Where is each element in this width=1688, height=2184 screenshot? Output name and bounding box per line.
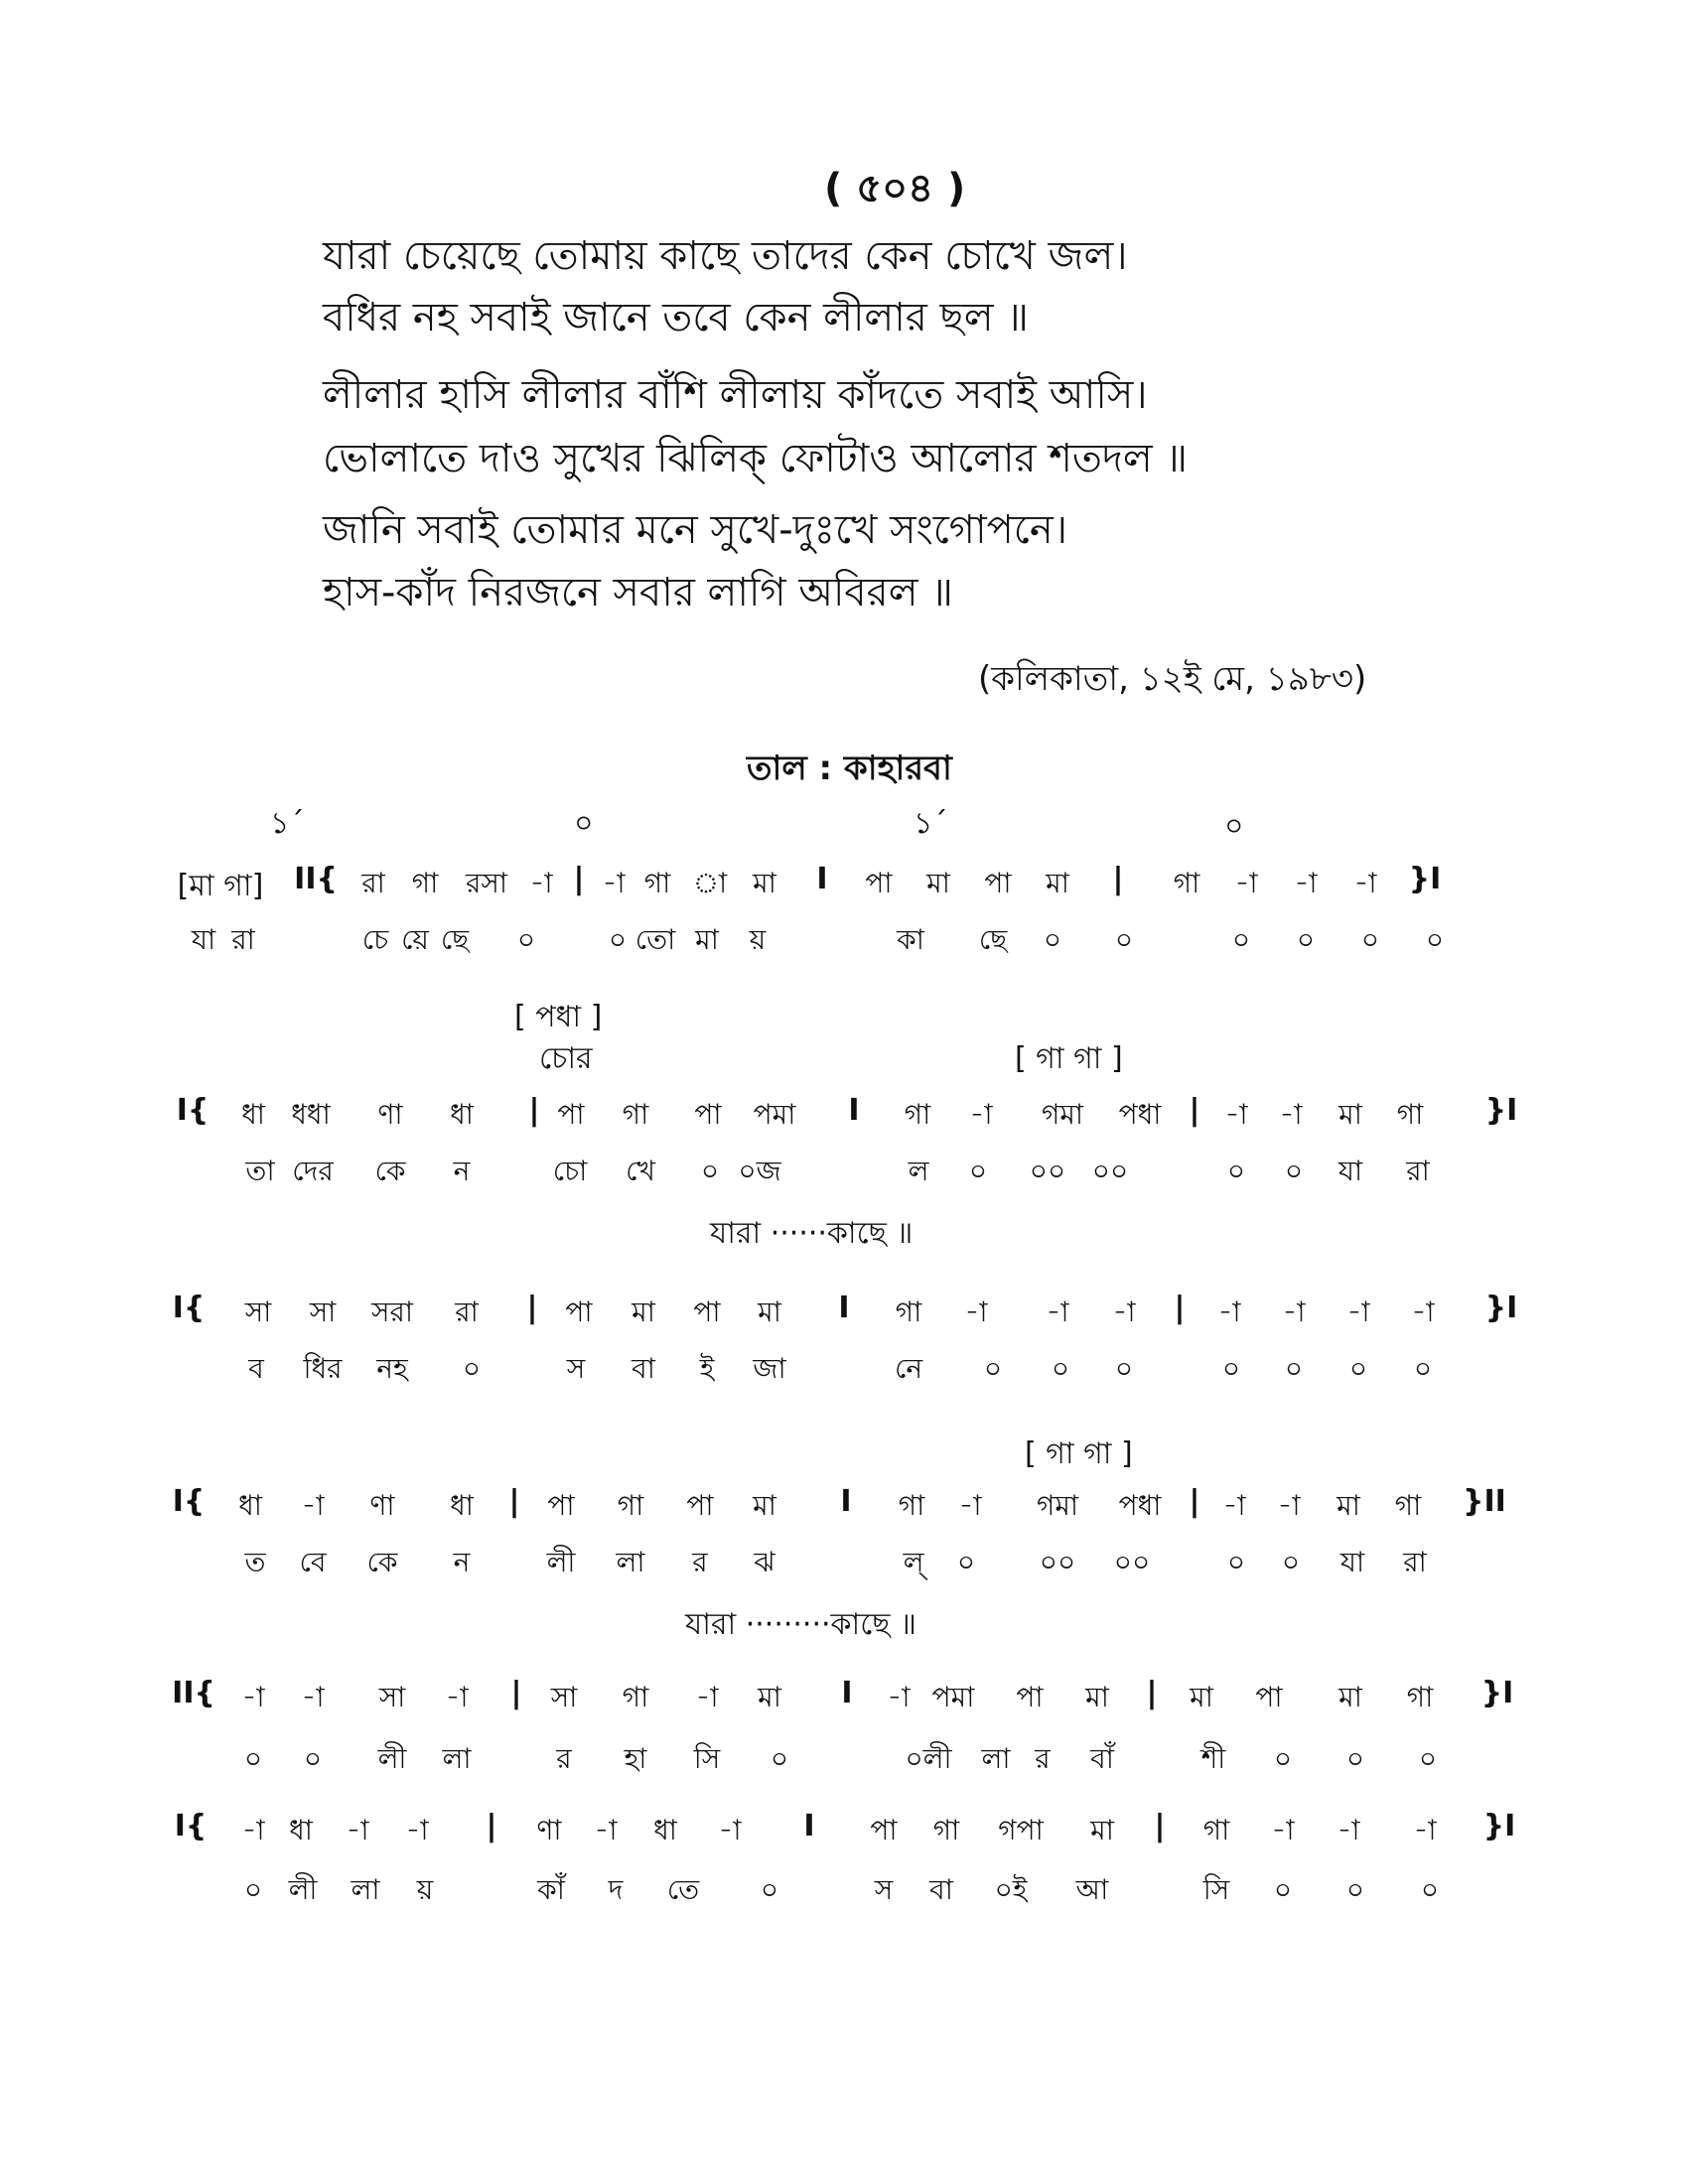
swara-token: মা [1085,1681,1109,1713]
lyric-syllable: ০ [1273,1873,1293,1906]
lyric-syllable: খে [626,1155,655,1187]
swara-token: ধা [450,1489,474,1522]
swara-token: -া [241,1681,265,1713]
swara-token: পধা [1118,1098,1162,1131]
swara-token: ধা [241,1098,265,1131]
notation-row-6-swara [0,1809,1688,1854]
swara-token: [মা গা] [177,869,264,903]
swara-token: মা [753,867,776,899]
swara-token: -া [301,1681,325,1713]
lyric-syllable: জা [753,1352,786,1385]
swara-token: | [1189,1093,1200,1128]
lyric-syllable: রা [231,923,255,956]
lyric-syllable: ০ [1425,923,1445,956]
swara-token: পমা [753,1098,796,1131]
lyric-syllable: র [692,1546,708,1578]
swara-token: | [528,1093,540,1128]
swara-token: | [526,1291,538,1325]
swara-token: I [840,1484,852,1519]
swara-token: | [573,862,585,896]
lyric-syllable: ০ [608,923,628,956]
tala-mark-2: ০ [574,806,594,841]
swara-token: ধা [653,1814,677,1846]
lyric-syllable: ০ [1345,1873,1365,1906]
swara-token: ণা [369,1489,395,1522]
lyric-syllable: ই [699,1352,715,1385]
swara-token: গপা [998,1814,1044,1846]
lyric-syllable: ০জ [738,1155,781,1187]
swara-token: মা [1336,1489,1360,1522]
lyric-syllable: ০ [1296,923,1316,956]
variant-lyric: চোর [539,1041,593,1076]
lyric-syllable: কা [897,923,924,956]
lyric-syllable: ০ [303,1742,323,1775]
lyric-syllable: লা [981,1742,1011,1775]
tala-mark-4: ০ [1224,809,1244,844]
swara-token: | [1189,1484,1200,1519]
place-date: (কলিকাতা, ১২ই মে, ১৯৮৩) [978,659,1367,699]
return-cue: যারা ······কাছে ॥ [710,1216,914,1251]
swara-token: পমা [931,1681,975,1713]
lyric-syllable: তে [666,1873,700,1906]
lyric-syllable: ০ [1360,923,1380,956]
swara-token: -া [1277,1489,1301,1522]
notation-row-3-lyric [0,1347,1688,1393]
swara-token: পা [870,1814,898,1846]
lyric-syllable: ০ [1348,1352,1368,1385]
lyric-line-2: বধির নহ সবাই জানে তবে কেন লীলার ছল ॥ [323,295,1029,341]
lyric-syllable: বাঁ [1090,1742,1114,1775]
swara-token: গা [898,1489,925,1522]
lyric-line-1: যারা চেয়েছে তোমায় কাছে তাদের কেন চোখে জল। [323,233,1128,279]
lyric-syllable: নে [894,1352,923,1385]
lyric-syllable: রা [1406,1155,1430,1187]
swara-token: ধধা [291,1098,331,1131]
swara-token: গা [1406,1681,1434,1713]
swara-token: মা [758,1681,781,1713]
lyric-syllable: স [566,1352,586,1385]
swara-token: গা [643,867,671,899]
swara-token: -া [1224,1098,1248,1131]
lyric-syllable: স [874,1873,894,1906]
swara-token: -া [969,1098,993,1131]
lyric-syllable: ০ [1114,923,1134,956]
lyric-syllable: ০ [1284,1155,1304,1187]
lyric-syllable: ০ [1345,1742,1365,1775]
swara-token: পধা [1118,1489,1162,1522]
tala-mark-3: ১´ [914,806,948,841]
lyric-syllable: ০ [1043,923,1062,956]
lyric-syllable: নহ [376,1352,408,1385]
swara-token: মা [758,1296,781,1328]
swara-token: -া [1279,1098,1303,1131]
lyric-syllable: ০০ [1091,1155,1129,1187]
swara-token: I [816,862,828,896]
swara-token: ধা [289,1814,313,1846]
page-number: ( ৫০৪ ) [824,166,966,211]
swara-token: I [848,1093,860,1128]
lyric-syllable: মা [695,923,719,956]
lyric-syllable: ০ [956,1546,976,1578]
swara-token: রা [455,1296,479,1328]
swara-token: | [508,1484,520,1519]
swara-token: -া [346,1814,369,1846]
lyric-syllable: যা [1339,1546,1365,1578]
lyric-syllable: ০০ [1029,1155,1066,1187]
lyric-syllable: য় [749,923,767,956]
swara-token: পা [694,1098,722,1131]
swara-token: মা [1046,867,1069,899]
lyric-line-6: হাস-কাঁদ নিরজনে সবার লাগি অবিরল ॥ [323,570,953,615]
swara-token: -া [1336,1814,1360,1846]
lyric-syllable: ০ [462,1352,482,1385]
swara-token: -া [1346,1296,1370,1328]
swara-token: পা [686,1489,714,1522]
swara-token: গা [1202,1814,1230,1846]
notation-row-5-swara [0,1676,1688,1721]
lyric-syllable: বা [632,1352,655,1385]
notation-row-4-swara [0,1484,1688,1530]
lyric-syllable: ০ [1273,1742,1293,1775]
lyric-syllable: শী [1200,1742,1226,1775]
swara-token: }I [1484,1093,1518,1128]
lyric-syllable: যা [1337,1155,1363,1187]
swara-token: }I [1484,1291,1518,1325]
swara-token: পা [984,867,1012,899]
swara-token: সা [309,1296,337,1328]
swara-token: পা [865,867,893,899]
lyric-syllable: ল্ [903,1546,924,1578]
swara-token: রা [361,867,385,899]
return-cue: যারা ·········কাছে ॥ [685,1607,916,1642]
lyric-syllable: ০ [243,1873,263,1906]
lyric-syllable: য় [416,1873,434,1906]
lyric-syllable: ০০ [1039,1546,1076,1578]
lyric-syllable: ০০ [1113,1546,1151,1578]
lyric-syllable: র [556,1742,572,1775]
notation-row-5-lyric [0,1737,1688,1783]
swara-token: পা [1255,1681,1283,1713]
lyric-syllable: ব [248,1352,264,1385]
lyric-syllable: ০ [1221,1352,1241,1385]
swara-token: | [1154,1809,1166,1843]
swara-token: II{ [172,1676,215,1710]
swara-token: গা [411,867,439,899]
lyric-syllable: ছে [440,923,470,956]
swara-token: মা [1338,1681,1362,1713]
variant-note: [ গা গা ] [1015,1041,1123,1076]
lyric-syllable: ল [908,1155,929,1187]
swara-token: পা [547,1489,575,1522]
lyric-syllable: ঝ [754,1546,775,1578]
swara-token: সা [550,1681,578,1713]
swara-token: সা [244,1296,272,1328]
lyric-syllable: তো [634,923,676,956]
lyric-syllable: ০ [1114,1352,1134,1385]
swara-token: -া [1112,1296,1136,1328]
swara-token: I [841,1676,853,1710]
swara-token: | [1112,862,1124,896]
notation-row-3-swara [0,1291,1688,1336]
swara-token: গা [617,1489,644,1522]
lyric-syllable: ০ [1231,923,1251,956]
swara-token: }II [1463,1484,1506,1519]
lyric-syllable: য়ে [401,923,429,956]
swara-token: গা [1396,1098,1424,1131]
swara-token: পা [693,1296,721,1328]
lyric-syllable: ন [453,1155,471,1187]
lyric-syllable: ০ই [994,1873,1028,1906]
swara-token: I [803,1809,815,1843]
swara-token: গা [895,1296,922,1328]
lyric-syllable: র [1035,1742,1051,1775]
swara-token: গা [904,1098,931,1131]
variant-note: [ পধা ] [514,1000,603,1034]
swara-token: -া [887,1681,911,1713]
lyric-syllable: কে [366,1546,398,1578]
swara-token: }I [1482,1809,1516,1843]
swara-token: ধা [450,1098,474,1131]
tala-heading: তাল : কাহারবা [747,749,952,788]
lyric-line-3: লীলার হাসি লীলার বাঁশি লীলায় কাঁদতে সবাই আসি। [323,372,1148,418]
swara-token: পা [565,1296,593,1328]
swara-token: গা [622,1098,649,1131]
swara-token: রসা [465,867,508,899]
swara-token: I{ [172,1484,206,1519]
lyric-syllable: দের [292,1155,334,1187]
variant-note: [ গা গা ] [1025,1436,1133,1471]
swara-token: সা [378,1681,406,1713]
lyric-syllable: লা [442,1742,472,1775]
swara-token: গা [1394,1489,1422,1522]
lyric-syllable: ত [244,1546,266,1578]
swara-token: গমা [1041,1098,1084,1131]
swara-token: -া [1217,1296,1241,1328]
lyric-syllable: ০ [770,1742,789,1775]
swara-token: -া [1046,1296,1069,1328]
swara-token: মা [753,1489,776,1522]
swara-token: -া [718,1814,742,1846]
swara-token: -া [1222,1489,1246,1522]
swara-token: মা [1090,1814,1114,1846]
lyric-syllable: চো [552,1155,588,1187]
notation-row-2-lyric [0,1150,1688,1195]
swara-token: I{ [174,1809,208,1843]
lyric-syllable: হা [624,1742,647,1775]
swara-token: ধা [238,1489,262,1522]
swara-token: | [510,1676,522,1710]
lyric-syllable: লী [377,1742,407,1775]
lyric-syllable: ন [453,1546,471,1578]
swara-token: -া [958,1489,982,1522]
swara-token: সরা [370,1296,414,1328]
swara-token: I{ [172,1291,206,1325]
swara-token: }I [1408,862,1442,896]
lyric-syllable: ০ [1420,1873,1440,1906]
lyric-syllable: কে [374,1155,406,1187]
swara-token: -া [695,1681,719,1713]
swara-token: -া [405,1814,429,1846]
swara-token: }I [1480,1676,1514,1710]
lyric-syllable: ০ [1413,1352,1433,1385]
notation-row-4-lyric [0,1541,1688,1586]
lyric-syllable: ছে [978,923,1008,956]
lyric-syllable: ০লী [905,1742,952,1775]
lyric-syllable: ধির [303,1352,343,1385]
lyric-syllable: আ [1075,1873,1109,1906]
notation-row-1-swara [0,862,1688,907]
tala-mark-1: ১´ [270,806,305,841]
lyric-syllable: দ [608,1873,624,1906]
swara-token: -া [1353,867,1377,899]
swara-token: | [486,1809,497,1843]
lyric-syllable: ০ [1051,1352,1070,1385]
lyric-syllable: ০ [983,1352,1003,1385]
notation-row-2-swara [0,1093,1688,1139]
swara-token: -া [1282,1296,1306,1328]
swara-token: -া [445,1681,469,1713]
lyric-syllable: ০ [1281,1546,1301,1578]
lyric-syllable: ০ [700,1155,720,1187]
swara-token: -া [594,1814,618,1846]
swara-token: | [1146,1676,1158,1710]
lyric-syllable: সি [1202,1873,1230,1906]
swara-token: গা [1173,867,1200,899]
swara-token: -া [529,867,553,899]
lyric-syllable: যা [191,923,216,956]
swara-token: -া [241,1814,265,1846]
lyric-syllable: লী [546,1546,576,1578]
lyric-syllable: বে [299,1546,327,1578]
swara-token: ণা [536,1814,562,1846]
swara-token: গা [932,1814,960,1846]
lyric-syllable: ০ [1284,1352,1304,1385]
swara-token: মা [926,867,950,899]
swara-token: ণা [377,1098,403,1131]
lyric-syllable: চে [361,923,389,956]
lyric-syllable: লী [288,1873,318,1906]
lyric-syllable: ০ [243,1742,263,1775]
lyric-syllable: ০ [968,1155,988,1187]
lyric-syllable: ০ [760,1873,779,1906]
swara-token: গমা [1036,1489,1079,1522]
lyric-syllable: ০ [516,923,536,956]
lyric-syllable: কাঁ [537,1873,565,1906]
swara-token: I [838,1291,850,1325]
lyric-syllable: লা [616,1546,645,1578]
swara-token: -া [1411,1296,1435,1328]
swara-token: গা [622,1681,649,1713]
swara-token: পা [557,1098,585,1131]
lyric-syllable: লা [351,1873,380,1906]
lyric-syllable: ০ [1226,1546,1246,1578]
swara-token: -া [301,1489,325,1522]
lyric-line-4: ভোলাতে দাও সুখের ঝিলিক্ ফোটাও আলোর শতদল ॥ [323,436,1189,481]
lyric-syllable: বা [929,1873,953,1906]
swara-token: -া [1271,1814,1295,1846]
swara-token: -া [602,867,626,899]
swara-token: | [1174,1291,1186,1325]
swara-token: মা [1338,1098,1362,1131]
swara-token: া [692,867,728,899]
notation-row-1-lyric [0,918,1688,964]
swara-token: I{ [176,1093,210,1128]
swara-token: -া [1294,867,1318,899]
swara-token: মা [632,1296,655,1328]
swara-token: মা [1190,1681,1213,1713]
lyric-line-5: জানি সবাই তোমার মনে সুখে-দুঃখে সংগোপনে। [323,507,1067,553]
lyric-syllable: তা [245,1155,275,1187]
lyric-syllable: রা [1403,1546,1427,1578]
swara-token: -া [1413,1814,1437,1846]
lyric-syllable: ০ [1418,1742,1438,1775]
swara-token: পা [1016,1681,1044,1713]
swara-token: -া [1234,867,1258,899]
notation-row-6-lyric [0,1868,1688,1914]
swara-token: II{ [294,862,338,896]
lyric-syllable: ০ [1226,1155,1246,1187]
swara-token: -া [964,1296,988,1328]
lyric-syllable: সি [693,1742,721,1775]
